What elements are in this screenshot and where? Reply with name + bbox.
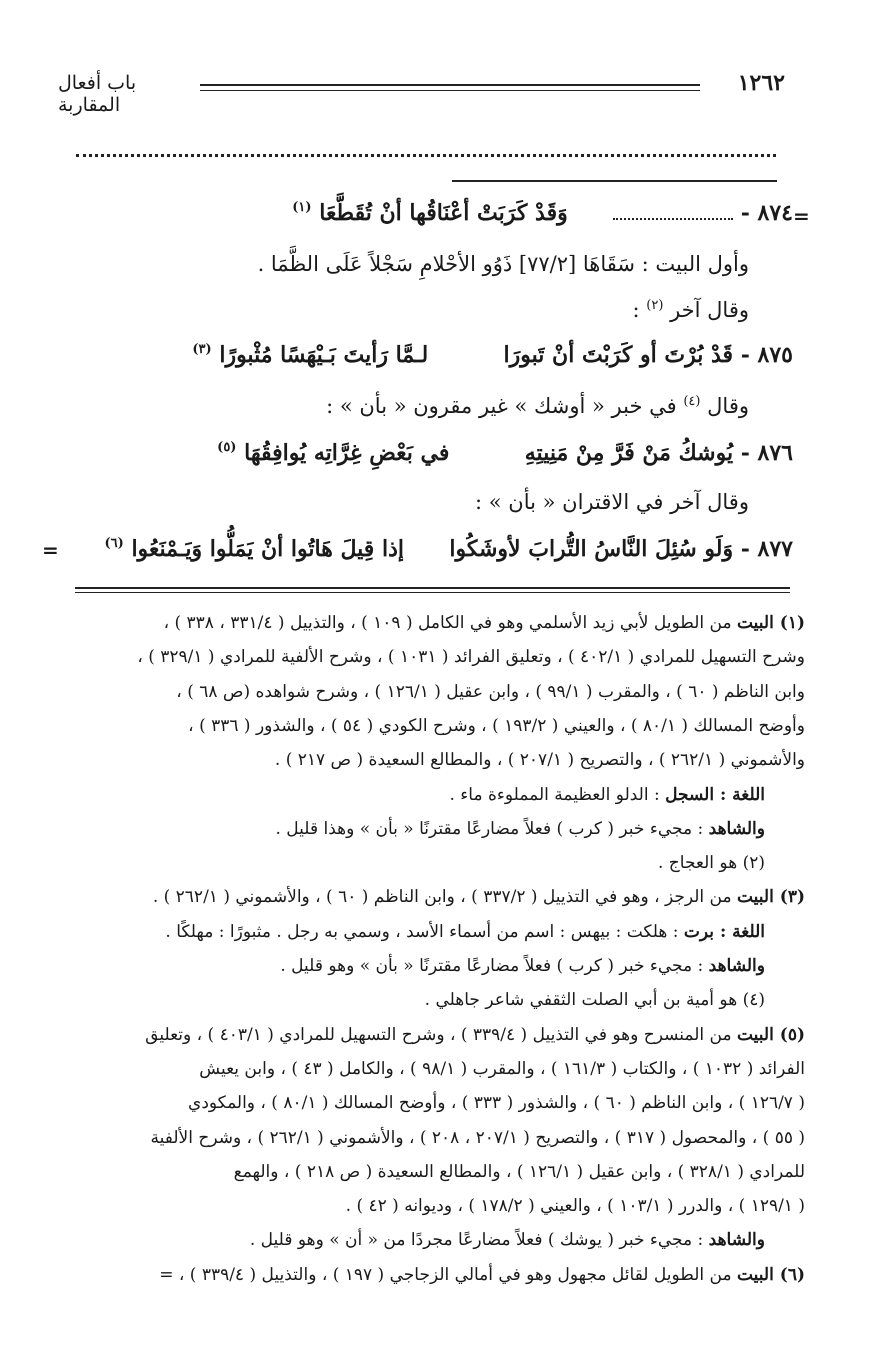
footnote-line	[45, 818, 765, 840]
footnote-text: : مجيء خبر ( كرب ) فعلاً مضارعًا مقترنًا « بأن » وهو قليل .	[280, 956, 709, 976]
verse-second-hemistich: لـمَّا رَأيتَ بَـيْهَسًا مُثْبورًا	[219, 342, 429, 368]
footnote-text: وأوضح المسالك ( ٨٠/١ ) ، والعيني ( ١٩٣/٢ ) ، وشرح الكودي ( ٥٤ ) ، والشذور ( ٣٣٦ ) ،	[188, 715, 805, 736]
footnote-text: ( ١٢٩/١ ) ، والدرر ( ١٠٣/١ ) ، والعيني ( ١٧٨/٢ ) ، وديوانه ( ٤٢ ) .	[345, 1196, 805, 1217]
footnote-text: : مجيء خبر ( كرب ) فعلاً مضارعًا مقترنًا « بأن » وهذا قليل .	[275, 818, 709, 839]
verse-first-line: وأول البيت : سَقَاهَا [٧٧/٢] ذَوُو الأحْلامِ سَجْلاً عَلَى الظَّمَا .	[257, 252, 749, 276]
verse-875	[93, 342, 793, 368]
footnote-text: وشرح التسهيل للمرادي ( ٤٠٢/١ ) ، وتعليق الفرائد ( ١٠٣١ ) ، وشرح الألفية للمرادي ( ٣٢٩/١ ) ،	[137, 647, 805, 668]
footnote-lead: (٦) البيت	[736, 1264, 805, 1285]
footnote-text: ( ١٢٦/٧ ) ، وابن الناظم ( ٦٠ ) ، والشذور ( ٣٣٣ ) ، وأوضح المسالك ( ٨٠/١ ) ، والمكودي	[188, 1093, 805, 1114]
verse-874	[93, 200, 793, 226]
verse-number: ٨٧٧ -	[740, 536, 793, 562]
footnote-lead: والشاهد	[708, 818, 765, 839]
chapter-title: باب أفعال المقاربة	[58, 72, 137, 116]
header-rule-thin	[200, 90, 700, 91]
footnote-ref: (٤)	[683, 394, 701, 409]
another-said-2: وقال آخر في الاقتران « بأن » :	[475, 490, 749, 514]
footnote-line	[45, 989, 765, 1011]
verse-first-hemistich: قَدْ بُرْتَ أو كَرَبْتَ أنْ تَبورَا	[503, 342, 734, 368]
footnote-line	[85, 612, 805, 634]
footnote-text: : الدلو العظيمة المملوءة ماء .	[449, 784, 666, 805]
footnote-ref: (٦)	[104, 536, 124, 551]
verse-number: ٨٧٦ -	[740, 440, 793, 466]
footnote-line	[85, 646, 805, 668]
footnote-text: وابن الناظم ( ٦٠ ) ، والمقرب ( ٩٩/١ ) ، وابن عقيل ( ١٢٦/١ ) ، وشرح شواهده (ص ٦٨ ) ،	[176, 681, 805, 702]
footnote-lead: (٣) البيت	[736, 887, 805, 908]
footnote-lead: اللغة : برت	[683, 921, 765, 942]
footnote-line	[85, 715, 805, 737]
footnote-line	[45, 852, 765, 874]
footnote-text: والأشموني ( ٢٦٢/١ ) ، والتصريح ( ٢٠٧/١ ) ، والمطالع السعيدة ( ص ٢١٧ ) .	[274, 750, 805, 771]
verse-second-hemistich: في بَعْضِ غِرَّاتِه يُوافِقُهَا	[244, 440, 450, 466]
verse-876	[93, 440, 793, 466]
verse-first-hemistich: وَلَو سُئِلَ النَّاسُ التُّرابَ لأوشَكُوا	[449, 536, 734, 562]
footnote-lead: (١) البيت	[736, 613, 805, 633]
dotted-separator	[76, 146, 776, 157]
footnote-ref: (٣)	[192, 342, 212, 357]
footnote-line	[85, 1264, 805, 1286]
footnote-text: ( ٥٥ ) ، والمحصول ( ٣١٧ ) ، والتصريح ( ٢٠٧/١ ، ٢٠٨ ) ، والأشموني ( ٢٦٢/١ ) ، وشرح الألفية	[150, 1127, 805, 1148]
text-label: وقال آخر	[670, 298, 749, 322]
verse-text: وَقَدْ كَرَبَتْ أعْنَاقُها أنْ تُقَطَّعَا	[319, 200, 568, 226]
footnote-lead: اللغة : السجل	[665, 784, 765, 805]
footnote-text: للمرادي ( ٣٢٨/١ ) ، وابن عقيل ( ١٢٦/١ ) ، والمطالع السعيدة ( ص ٢١٨ ) ، والهمع	[233, 1161, 805, 1182]
footnote-text: الفرائد ( ١٠٣٢ ) ، والكتاب ( ١٦١/٣ ) ، والمقرب ( ٩٨/١ ) ، والكامل ( ٤٣ ) ، وابن يعيش	[199, 1058, 805, 1079]
footnote-text: من الطويل لقائل مجهول وهو في أمالي الزجاجي ( ١٩٧ ) ، والتذييل ( ٣٣٩/٤ ) ، =	[159, 1264, 737, 1285]
footnote-lead: (٥) البيت	[736, 1024, 805, 1045]
footnote-line	[45, 921, 765, 943]
footnote-text: من الرجز ، وهو في التذييل ( ٣٣٧/٢ ) ، وابن الناظم ( ٦٠ ) ، والأشموني ( ٢٦٢/١ ) .	[152, 887, 737, 908]
text-label: وقال	[707, 394, 749, 418]
footnote-ref: (٥)	[217, 440, 237, 455]
footnote-line	[45, 955, 765, 977]
footnote-rule-thin	[75, 592, 790, 593]
footnote-ref: (٢)	[646, 298, 664, 313]
footnote-line	[45, 1229, 765, 1251]
verse-second-hemistich: إذا قِيلَ هَاتُوا أنْ يَمَلُّوا وَيَـمْنَعُوا	[131, 536, 404, 562]
footnote-lead: والشاهد	[708, 956, 765, 976]
verse-number: ٨٧٥ -	[740, 342, 793, 368]
footnote-rule	[75, 587, 790, 589]
footnote-text: (٤) هو أمية بن أبي الصلت الثقفي شاعر جاهلي .	[424, 990, 765, 1011]
footnote-line	[85, 1058, 805, 1080]
footnote-text: من الطويل لأبي زيد الأسلمي وهو في الكامل ( ١٠٩ ) ، والتذييل ( ٣٣١/٤ ، ٣٣٨ ) ،	[163, 613, 737, 633]
footnote-line	[85, 681, 805, 703]
continuation-mark: =	[793, 204, 810, 228]
header-rule	[200, 84, 700, 86]
text-label: في خبر « أوشك » غير مقرون « بأن » :	[326, 394, 677, 418]
colon: :	[632, 298, 640, 322]
verse-first-hemistich: يُوشكُ مَنْ فَرَّ مِنْ مَنِيتِهِ	[524, 440, 734, 466]
page-number: ١٢٦٢	[737, 70, 785, 96]
footnote-line	[85, 1195, 805, 1217]
footnote-text: : هلكت : بيهس : اسم من أسماء الأسد ، وسمي به رجل . مثبورًا : مهلكًا .	[165, 921, 684, 942]
footnote-lead: والشاهد	[708, 1230, 765, 1251]
footnote-line	[85, 749, 805, 771]
footnote-text: : مجيء خبر ( يوشك ) فعلاً مضارعًا مجردًا من « أن » وهو قليل .	[249, 1230, 709, 1251]
verse-number: ٨٧٤ -	[740, 200, 793, 226]
continuation-mark: =	[42, 538, 59, 562]
footnote-text: (٢) هو العجاج .	[657, 853, 765, 874]
footnote-line	[45, 784, 765, 806]
verse-rule	[452, 180, 777, 182]
another-said-1	[49, 298, 749, 322]
footnote-text: من المنسرح وهو في التذييل ( ٣٣٩/٤ ) ، وشرح التسهيل للمرادي ( ٤٠٣/١ ) ، وتعليق	[145, 1024, 737, 1045]
verse-ellipsis	[613, 218, 733, 220]
verse-877	[93, 536, 793, 562]
said-awshak	[49, 394, 749, 418]
footnote-line	[85, 1024, 805, 1046]
footnote-line	[85, 1127, 805, 1149]
footnote-line	[85, 886, 805, 908]
footnote-line	[85, 1092, 805, 1114]
footnote-line	[85, 1161, 805, 1183]
footnote-ref: (١)	[292, 200, 312, 215]
